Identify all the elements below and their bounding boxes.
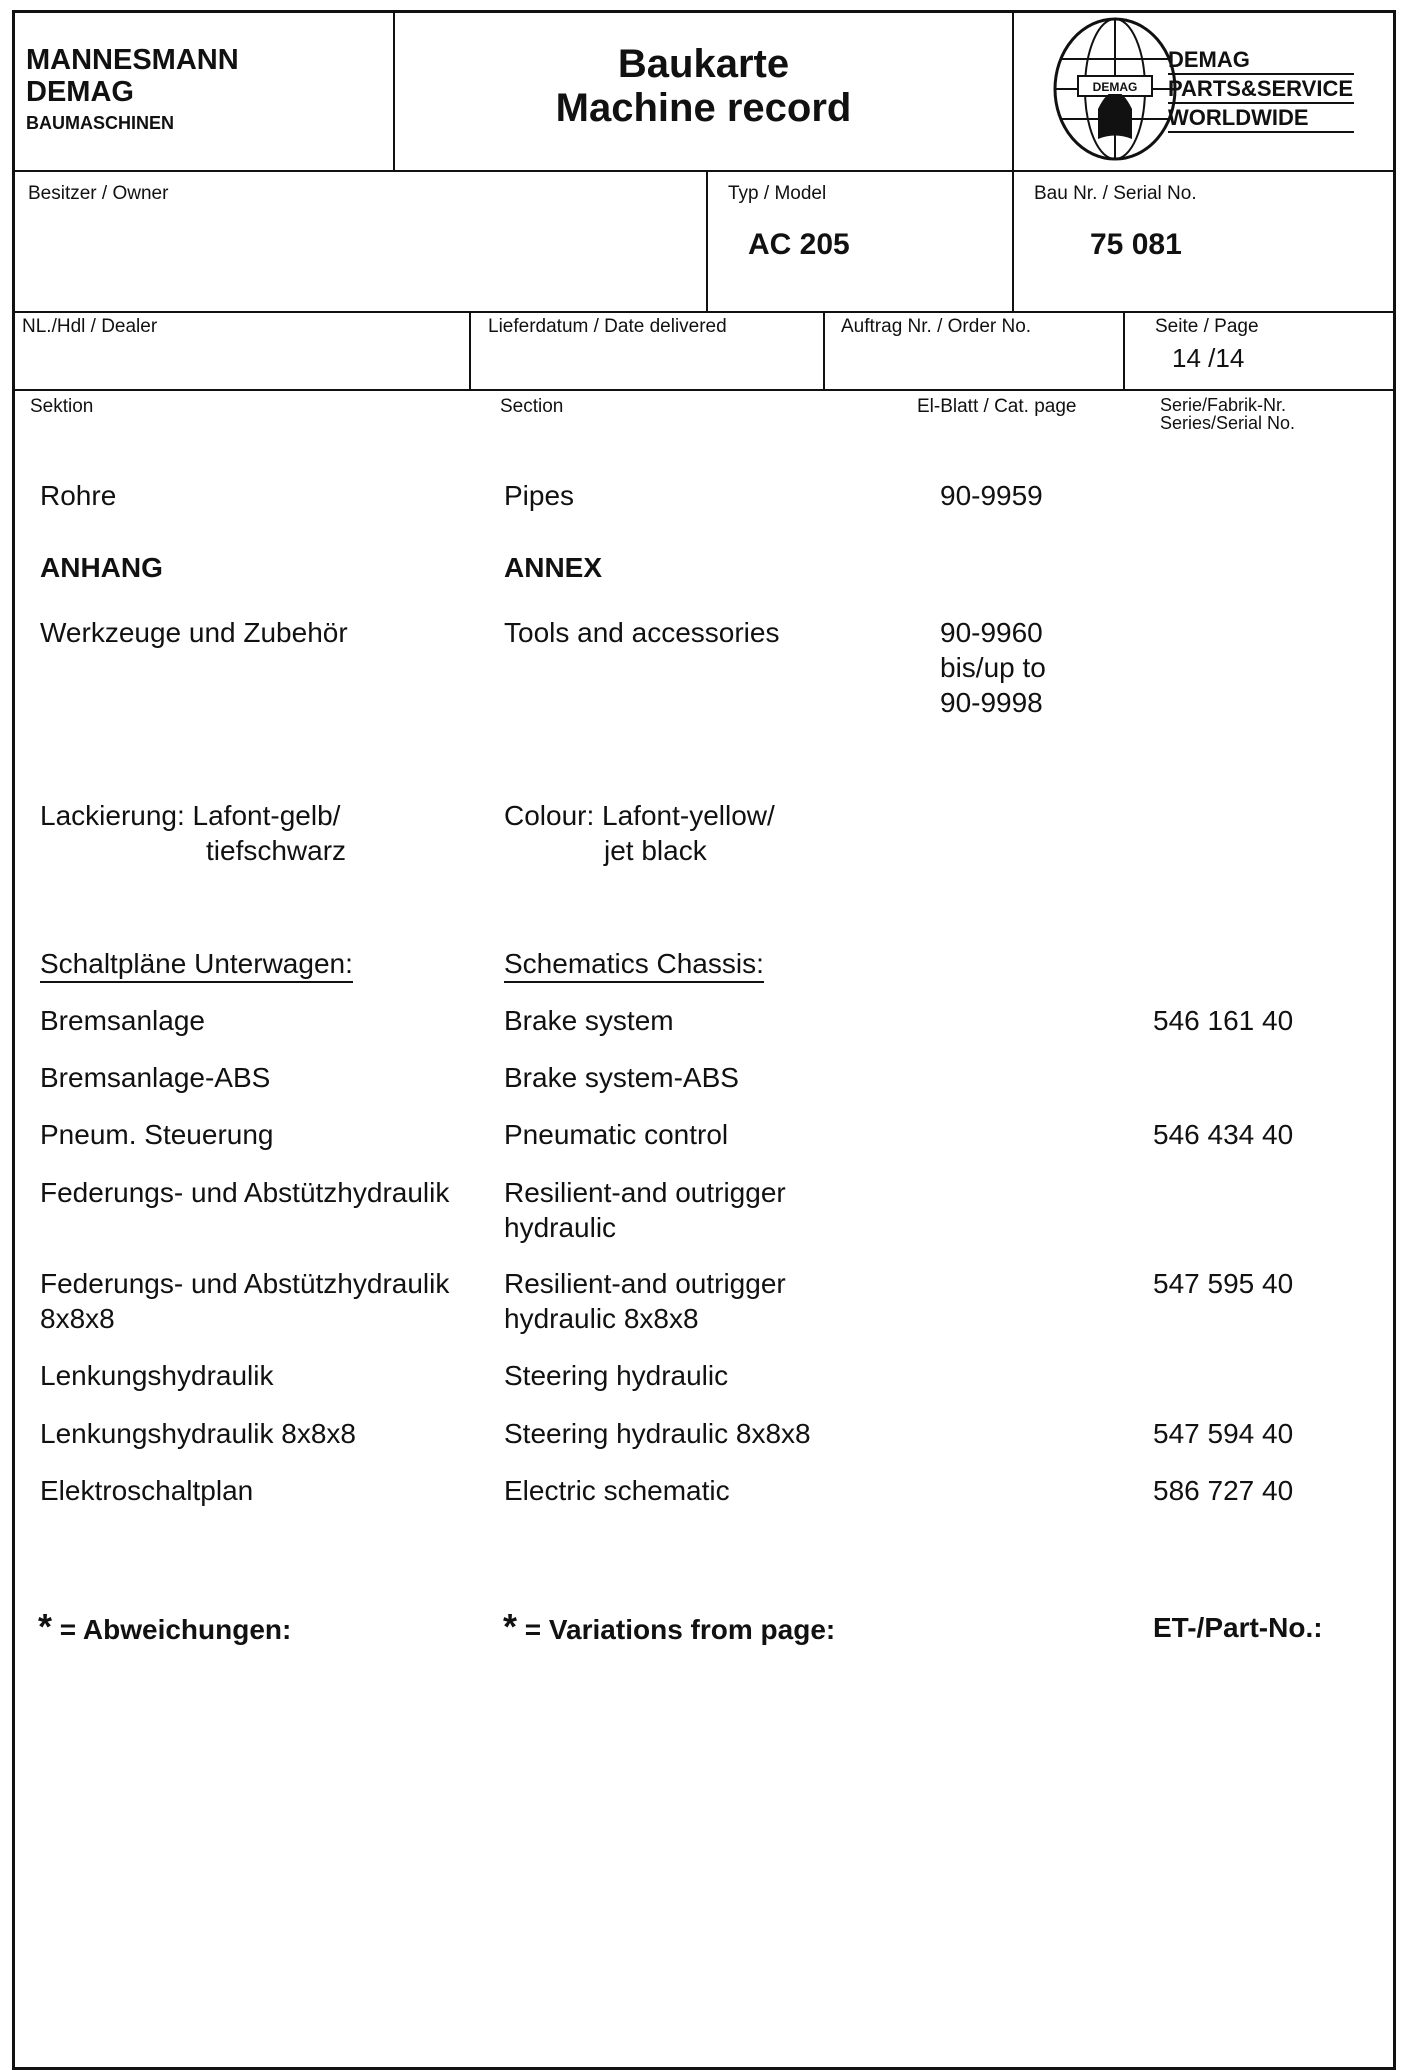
row-en-underlined: Schematics Chassis: [504, 948, 764, 983]
row-cat-page-line: 90-9960 [940, 617, 1043, 648]
part-no-label: ET-/Part-No.: [1153, 1612, 1323, 1643]
info-divider-5 [1123, 311, 1125, 391]
document-title [395, 42, 1012, 130]
title-german: Baukarte [617, 42, 790, 86]
row-de [40, 1266, 449, 1336]
row-en [504, 1266, 786, 1336]
row-de-line: Federungs- und Abstützhydraulik [40, 1268, 450, 1299]
row-de: Pneum. Steuerung [40, 1119, 274, 1150]
column-sektion: Sektion [30, 396, 94, 417]
asterisk: * [38, 1606, 53, 1647]
info-row1-rule [12, 311, 1396, 313]
model-label: Typ / Model [728, 183, 827, 204]
row-de: Werkzeuge und Zubehör [40, 617, 348, 648]
company-line-1: MANNESMANN [26, 44, 239, 76]
header-divider-2 [1012, 10, 1014, 172]
row-serial-no: 547 594 40 [1153, 1418, 1294, 1449]
serial-value: 75 081 [1090, 228, 1182, 261]
row-en: Tools and accessories [504, 617, 780, 648]
logo-line-3: WORLDWIDE [1168, 104, 1354, 133]
row-de: Federungs- und Abstützhydraulik [40, 1177, 450, 1208]
variations-en-label: = Variations from page: [524, 1614, 836, 1645]
row-en-line: hydraulic [504, 1212, 617, 1243]
page-value: 14 /14 [1172, 343, 1245, 373]
row-en-subheading [504, 946, 764, 981]
row-de-underlined: Schaltpläne Unterwagen: [40, 948, 353, 983]
company-line-2: DEMAG [26, 76, 134, 108]
row-en-line: hydraulic 8x8x8 [504, 1303, 699, 1334]
row-de-subheading [40, 946, 353, 981]
row-de-line: tiefschwarz [206, 835, 347, 866]
serial-label: Bau Nr. / Serial No. [1034, 183, 1197, 204]
row-de: Elektroschaltplan [40, 1475, 254, 1506]
info-divider-4 [823, 311, 825, 391]
info-divider-1 [706, 170, 708, 313]
row-de-line: 8x8x8 [40, 1303, 115, 1334]
row-en-heading: ANNEX [504, 552, 603, 583]
row-de: Lenkungshydraulik 8x8x8 [40, 1418, 356, 1449]
row-en: Brake system [504, 1005, 674, 1036]
row-de: Bremsanlage-ABS [40, 1062, 271, 1093]
title-english: Machine record [555, 86, 852, 130]
order-no-label: Auftrag Nr. / Order No. [841, 316, 1032, 337]
row-de: Bremsanlage [40, 1005, 205, 1036]
owner-label: Besitzer / Owner [28, 183, 169, 204]
row-de [40, 798, 346, 868]
row-en-line: Resilient-and outrigger [504, 1177, 786, 1208]
logo-badge: DEMAG [1092, 80, 1138, 94]
row-en-line: jet black [604, 835, 707, 866]
company-name [26, 44, 239, 138]
info-divider-2 [1012, 170, 1014, 313]
row-en [504, 1175, 786, 1245]
info-row2-rule [12, 389, 1396, 391]
asterisk: * [503, 1606, 518, 1647]
row-de-line: Lackierung: Lafont-gelb/ [40, 800, 341, 831]
row-serial-no: 546 434 40 [1153, 1119, 1294, 1150]
column-section: Section [500, 396, 564, 417]
variations-en [503, 1606, 835, 1648]
row-serial-no: 546 161 40 [1153, 1005, 1294, 1036]
dealer-label: NL./Hdl / Dealer [22, 316, 158, 337]
variations-de-label: = Abweichungen: [59, 1614, 292, 1645]
row-en: Electric schematic [504, 1475, 730, 1506]
row-de-heading: ANHANG [40, 552, 163, 583]
company-line-3: BAUMASCHINEN [26, 113, 174, 133]
logo-line-1: DEMAG [1168, 46, 1354, 75]
row-de: Lenkungshydraulik [40, 1360, 274, 1391]
variations-de [38, 1606, 291, 1648]
row-en [504, 798, 775, 868]
row-en: Pipes [504, 480, 575, 511]
column-cat-page: El-Blatt / Cat. page [917, 396, 1077, 417]
row-cat-page-line: 90-9998 [940, 687, 1043, 718]
column-serial-line-1: Serie/Fabrik-Nr. [1160, 395, 1287, 415]
header-bottom-rule [12, 170, 1396, 172]
page-label: Seite / Page [1155, 316, 1259, 337]
row-en: Steering hydraulic [504, 1360, 729, 1391]
row-cat-page: 90-9959 [940, 480, 1043, 511]
row-cat-page-line: bis/up to [940, 652, 1046, 683]
info-divider-3 [469, 311, 471, 391]
row-serial-no: 547 595 40 [1153, 1268, 1294, 1299]
column-serial-line-2: Series/Serial No. [1160, 413, 1296, 433]
row-en: Brake system-ABS [504, 1062, 739, 1093]
logo-tagline [1168, 46, 1354, 133]
row-en: Pneumatic control [504, 1119, 729, 1150]
model-value: AC 205 [748, 228, 850, 261]
row-en-line: Colour: Lafont-yellow/ [504, 800, 775, 831]
row-serial-no: 586 727 40 [1153, 1475, 1294, 1506]
date-delivered-label: Lieferdatum / Date delivered [488, 316, 727, 337]
row-de: Rohre [40, 480, 117, 511]
row-cat-page [940, 615, 1046, 720]
row-en-line: Resilient-and outrigger [504, 1268, 786, 1299]
column-serial-no [1160, 396, 1295, 432]
logo-line-2: PARTS&SERVICE [1168, 75, 1354, 104]
row-en: Steering hydraulic 8x8x8 [504, 1418, 811, 1449]
